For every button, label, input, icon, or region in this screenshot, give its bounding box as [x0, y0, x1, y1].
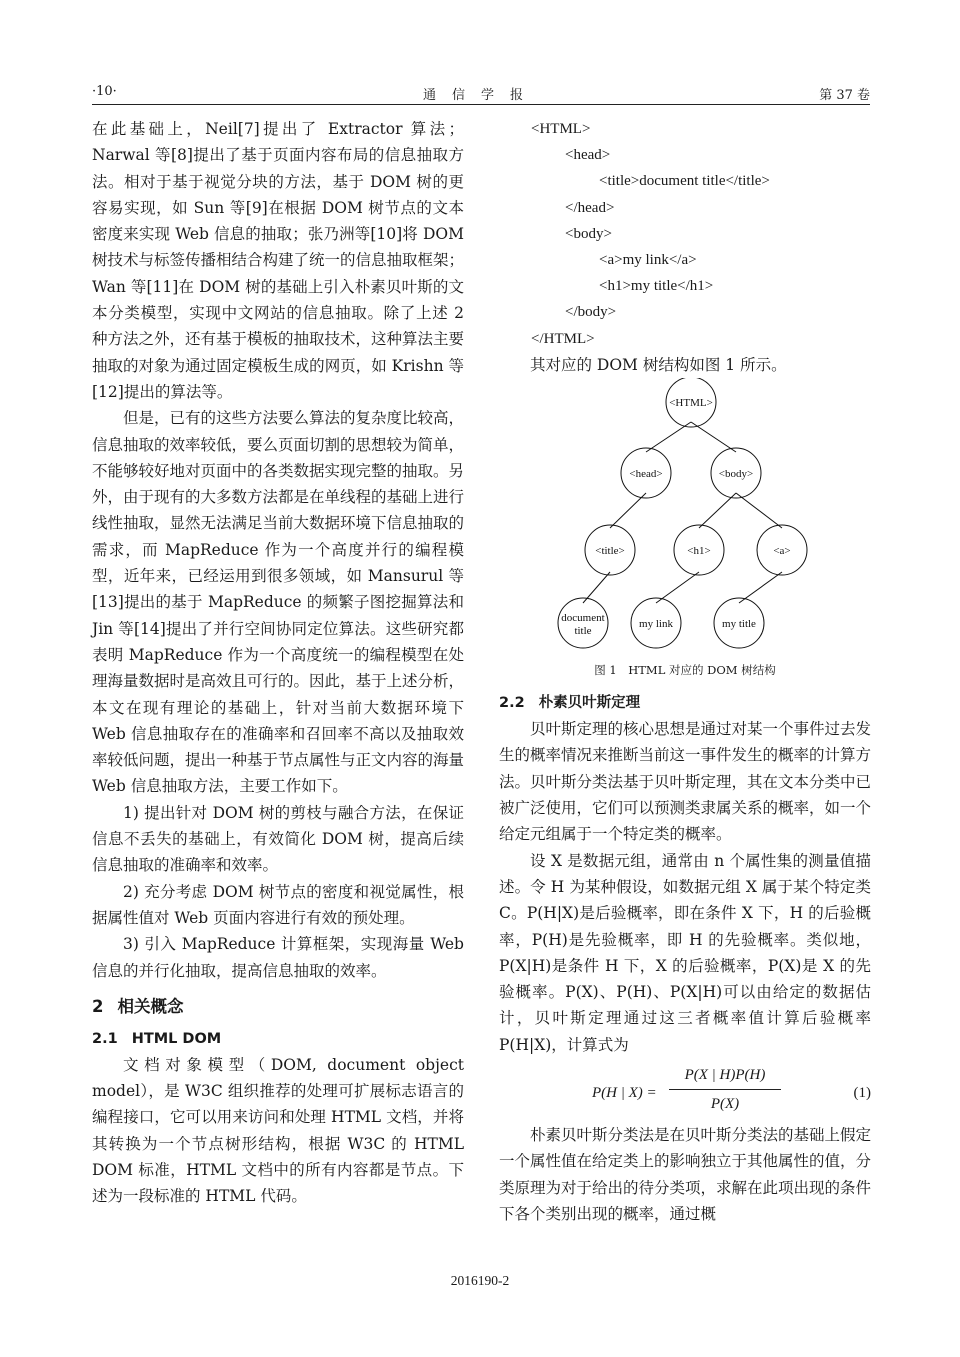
code-line: </HTML>: [531, 330, 595, 347]
formula-fraction: [669, 1062, 781, 1118]
formula-lhs: P(H | X) =: [592, 1084, 657, 1101]
section-number: 2: [92, 996, 104, 1016]
contribution-1: 1) 提出针对 DOM 树的剪枝与融合方法，在保证信息不丢失的基础上，有效简化 DOM 树，提高后续信息抽取的准确率和效率。: [92, 803, 464, 875]
formula-numerator: P(X | H)P(H): [669, 1062, 781, 1090]
subsection-heading-2-1: [92, 1028, 464, 1050]
dom-tree-diagram: [499, 378, 871, 664]
equation-number: (1): [853, 1084, 871, 1101]
bayes-formula: [499, 1058, 871, 1122]
node-label-document: document: [561, 612, 605, 625]
dom-tree-figure: [499, 378, 871, 684]
contribution-2: 2) 充分考虑 DOM 树节点的密度和视觉属性，根据属性值对 Web 页面内容进行有效的预处理。: [92, 882, 464, 927]
tree-edge: [610, 493, 646, 528]
right-column: [499, 116, 871, 1227]
subsection-heading-2-2: [499, 692, 871, 714]
paragraph-dom: 文档对象模型（DOM, document object model），是 W3C 组织推荐的处理可扩展标志语言的编程接口，它可以用来访问和处理 HTML 文档，并将其转换为一个节点树形结构，根据 W3C 的 HTML DOM 标准，HTML 文档中的所有内容都是节点。下述为一段标准的 HTML 代码。: [92, 1055, 464, 1206]
code-line: <HTML>: [531, 121, 591, 137]
figure-caption: 图 1 HTML 对应的 DOM 树结构: [594, 663, 776, 678]
tree-edge: [736, 493, 782, 528]
paragraph-related-work: 在此基础上，Neil[7]提出了 Extractor 算法；Narwal 等[8]提出了基于页面内容布局的信息抽取方法。相对于基于视觉分块的方法，基于 DOM 树的更容易实现，如 Sun 等[9]在根据 DOM 树节点的文本密度来实现 Web 信息的抽取；张乃洲等[10]将 DOM 树技术与标签传播相结合构建了统一的信息抽取框架；Wan 等[11]在 DOM 树的基础上引入朴素贝叶斯的文本分类模型，实现中文网站的信息抽取。除了上述 2 种方法之外，还有基于模板的抽取技术，这种算法主要抽取的对象为通过固定模板生成的网页，如 Krishn 等[12]提出的算法等。: [92, 120, 465, 401]
paragraph-naive-bayes: 朴素贝叶斯分类法是在贝叶斯分类法的基础上假定一个属性值在给定类上的影响独立于其他属性的值，分类原理为对于给出的待分类项，求解在此项出现的条件下各个类别出现的概率，通过概: [499, 1125, 872, 1223]
page-number: ·10·: [92, 84, 117, 99]
contribution-3: 3) 引入 MapReduce 计算框架，实现海量 Web 信息的并行化抽取，提高信息抽取的效率。: [92, 935, 464, 980]
code-line: </body>: [565, 304, 617, 321]
node-label-title-text: title: [574, 625, 592, 638]
left-column: [92, 116, 464, 1210]
html-code-block: [499, 116, 871, 352]
code-line: <a>my link</a>: [599, 252, 697, 269]
section-heading-2: [92, 996, 464, 1018]
running-header: [92, 82, 870, 105]
code-line: <title>document title</title>: [599, 173, 770, 190]
journal-name: 通信学报: [422, 88, 539, 103]
tree-edge: [699, 493, 736, 528]
volume-label: 第 37 卷: [819, 88, 870, 103]
paragraph-bayes-idea: 贝叶斯定理的核心思想是通过对某一个事件过去发生的概率情况来推断当前这一事件发生的概率的计算方法。贝叶斯分类法基于贝叶斯定理，其在文本分类中已被广泛使用，它们可以预测类隶属关系的概率，如一个给定元组属于一个特定类的概率。: [499, 720, 872, 844]
paragraph-figure-ref: 其对应的 DOM 树结构如图 1 所示。: [530, 355, 787, 374]
paragraph-bayes-definitions: 设 X 是数据元组，通常由 n 个属性集的测量值描述。令 H 为某种假设，如数据元组 X 属于某个特定类 C。P(H|X)是后验概率，即在条件 X 下，H 的后验概率，P(H)是先验概率，即 H 的先验概率。类似地，P(X|H)是条件 H 下，X 的后验概率，P(X)是 X 的先验概率。P(X)、P(H)、P(X|H)可以由给定的数据估计，贝叶斯定理通过这三者概率值计算后验概率 P(H|X)，计算式为: [499, 851, 871, 1054]
code-line: <head>: [565, 147, 611, 164]
node-label-a: <a>: [773, 545, 791, 558]
page-footer-id: 2016190-2: [450, 1273, 510, 1288]
node-label-body: <body>: [718, 468, 754, 481]
code-line: <body>: [565, 225, 612, 242]
formula-denominator: P(X): [710, 1096, 740, 1113]
subsection-title: HTML DOM: [131, 1030, 222, 1047]
node-label-h1: <h1>: [687, 545, 711, 558]
code-line: <h1>my title</h1>: [599, 278, 714, 295]
section-title: 相关概念: [117, 996, 184, 1016]
code-line: </head>: [565, 199, 615, 216]
node-label-html: <HTML>: [669, 397, 713, 410]
node-label-my-link: my link: [639, 618, 673, 631]
node-label-title: <title>: [595, 545, 625, 558]
paragraph-motivation: 但是，已有的这些方法要么算法的复杂度比较高，信息抽取的效率较低，要么页面切割的思想较为简单，不能够较好地对页面中的各类数据实现完整的抽取。另外，由于现有的大多数方法都是在单线程的基础上进行线性抽取，显然无法满足当前大数据环境下信息抽取的需求，而 MapReduce 作为一个高度并行的编程模型，近年来，已经运用到很多领域，如 Mansurul 等[13]提出的基于 MapReduce 的频繁子图挖掘算法和 Jin 等[14]提出了并行空间协同定位算法。这些研究都表明 MapReduce 作为一个高度统一的编程模型在处理海量数据时是高效且可行的。因此，基于上述分析，本文在现有理论的基础上，针对当前大数据环境下 Web 信息抽取存在的准确率和召回率不高以及抽取效率较低问题，提出一种基于节点属性与正文内容的海量 Web 信息抽取方法，主要工作如下。: [92, 409, 465, 796]
subsection-number: 2.2: [499, 695, 525, 712]
subsection-number: 2.1: [92, 1030, 118, 1047]
subsection-title: 朴素贝叶斯定理: [538, 695, 641, 712]
node-label-my-title: my title: [722, 618, 756, 631]
node-label-head: <head>: [629, 468, 663, 481]
